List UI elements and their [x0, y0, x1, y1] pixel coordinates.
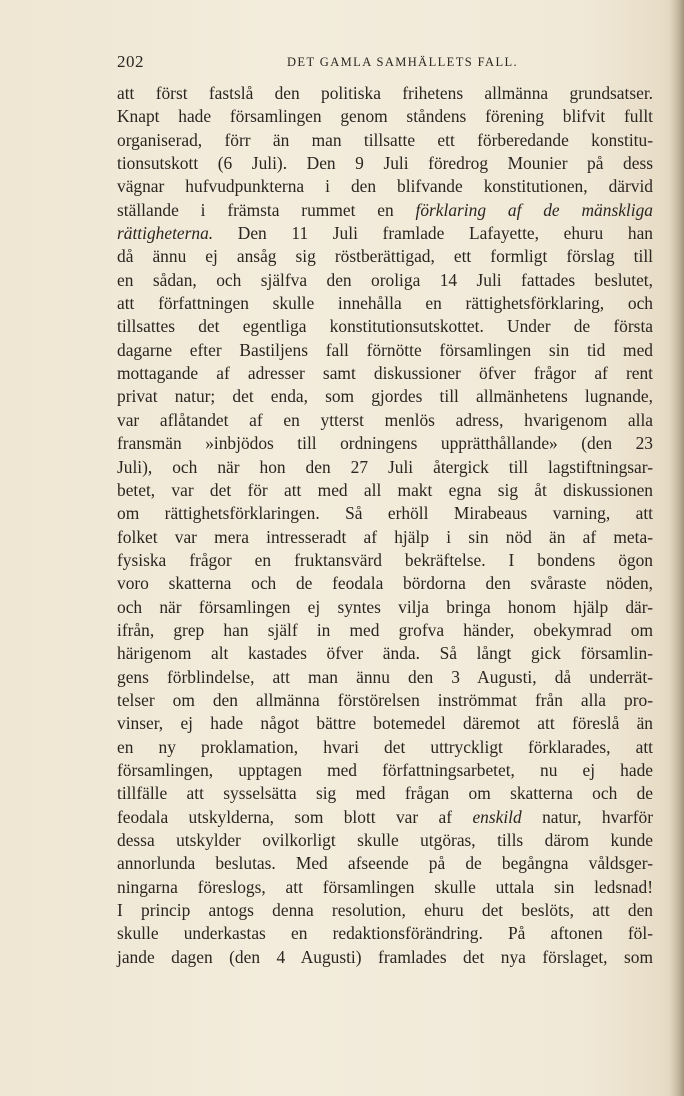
page-edge-shadow [670, 0, 684, 1096]
text-line: skulle underkastas en redaktionsförändring. På aftonen föl- [117, 923, 653, 944]
text-line: Juli), och när hon den 27 Juli återgick till lagstiftningsar- [117, 456, 653, 477]
italic-phrase: rättigheterna. [117, 223, 214, 244]
text-line: fransmän »inbjödos till ordningens upprätthållande» (den 23 [117, 433, 653, 454]
page-header [117, 52, 653, 72]
italic-phrase: enskild [472, 806, 522, 827]
text-line: var aflåtandet af en ytterst menlös adress, hvarigenom alla [117, 409, 653, 430]
text-line: dessa utskylder ovilkorligt skulle utgöras, tills därom kunde [117, 830, 653, 850]
text-line: tionsutskott (6 Juli). Den 9 Juli föredrog Mounier på dess [117, 153, 653, 174]
text-line: tillfälle att sysselsätta sig med frågan om skatterna och de [117, 783, 653, 804]
text-line: fysiska frågor en fruktansvärd bekräftelse. I bondens ögon [117, 549, 653, 570]
text-line: voro skatterna och de feodala bördorna den svåraste nöden, [117, 573, 653, 594]
text-line: en sådan, och själfva den oroliga 14 Juli fattades beslutet, [117, 269, 653, 290]
italic-phrase: förklaring af de mänskliga [415, 199, 653, 220]
text-line: dagarne efter Bastiljens fall förnötte församlingen sin tid med [117, 339, 653, 360]
text-line: Knapt hade församlingen genom ståndens förening blifvit fullt [117, 106, 653, 127]
text-line: ningarna föreslogs, att församlingen skulle uttala sin ledsnad! [117, 876, 653, 897]
text-line: gens förblindelse, att man ännu den 3 Augusti, då underrät- [117, 666, 653, 687]
text-line: telser om den allmänna förstörelsen inströmmat från alla pro- [117, 689, 653, 710]
text-line: betet, var det för att med all makt egna sig åt diskussionen [117, 479, 653, 500]
text-line: härigenom alt kastades öfver ända. Så långt gick församlin- [117, 643, 653, 664]
running-head: DET GAMLA SAMHÄLLETS FALL. [287, 55, 519, 69]
text-line: jande dagen (den 4 Augusti) framlades det nya förslaget, som [117, 946, 653, 967]
text-line: om rättighetsförklaringen. Så erhöll Mirabeaus varning, att [117, 503, 653, 524]
text-line: vinser, ej hade något bättre botemedel däremot att föreslå än [117, 713, 653, 734]
text-line: I princip antogs denna resolution, ehuru det beslöts, att den [117, 900, 653, 921]
text-line: ifrån, grep han själf in med grofva händer, obekymrad om [117, 619, 653, 640]
text-line: organiserad, förr än man tillsatte ett förberedande konstitu- [117, 129, 653, 150]
text-line: och när församlingen ej syntes vilja bringa honom hjälp där- [117, 596, 653, 617]
text-line: feodala utskylderna, som blott var af enskild natur, hvarför [117, 806, 653, 827]
text-line: mottagande af adresser samt diskussioner öfver frågor af rent [117, 363, 653, 384]
text-line: privat natur; det enda, som gjordes till allmänhetens lugnande, [117, 386, 653, 407]
text-line: folket var mera intresseradt af hjälp i sin nöd än af meta- [117, 526, 653, 547]
text-line: tillsattes det egentliga konstitutionsutskottet. Under de första [117, 316, 653, 337]
text-line: att först fastslå den politiska frihetens allmänna grundsatser. [117, 83, 653, 103]
text-line: ställande i främsta rummet en förklaring af de mänskliga [117, 199, 653, 220]
text-line: att författningen skulle innehålla en rättighetsförklaring, och [117, 293, 653, 314]
text-line: då ännu ej ansåg sig röstberättigad, ett formligt förslag till [117, 246, 653, 267]
text-line: rättigheterna. Den 11 Juli framlade Lafayette, ehuru han [117, 223, 653, 244]
page-number: 202 [117, 52, 144, 71]
text-line: församlingen, upptagen med författningsarbetet, nu ej hade [117, 759, 653, 780]
body-text [117, 82, 653, 969]
text-line: vägnar hufvudpunkterna i den blifvande konstitutionen, därvid [117, 176, 653, 197]
text-line: en ny proklamation, hvari det uttryckligt förklarades, att [117, 736, 653, 757]
text-line: annorlunda beslutas. Med afseende på de begångna våldsger- [117, 853, 653, 874]
